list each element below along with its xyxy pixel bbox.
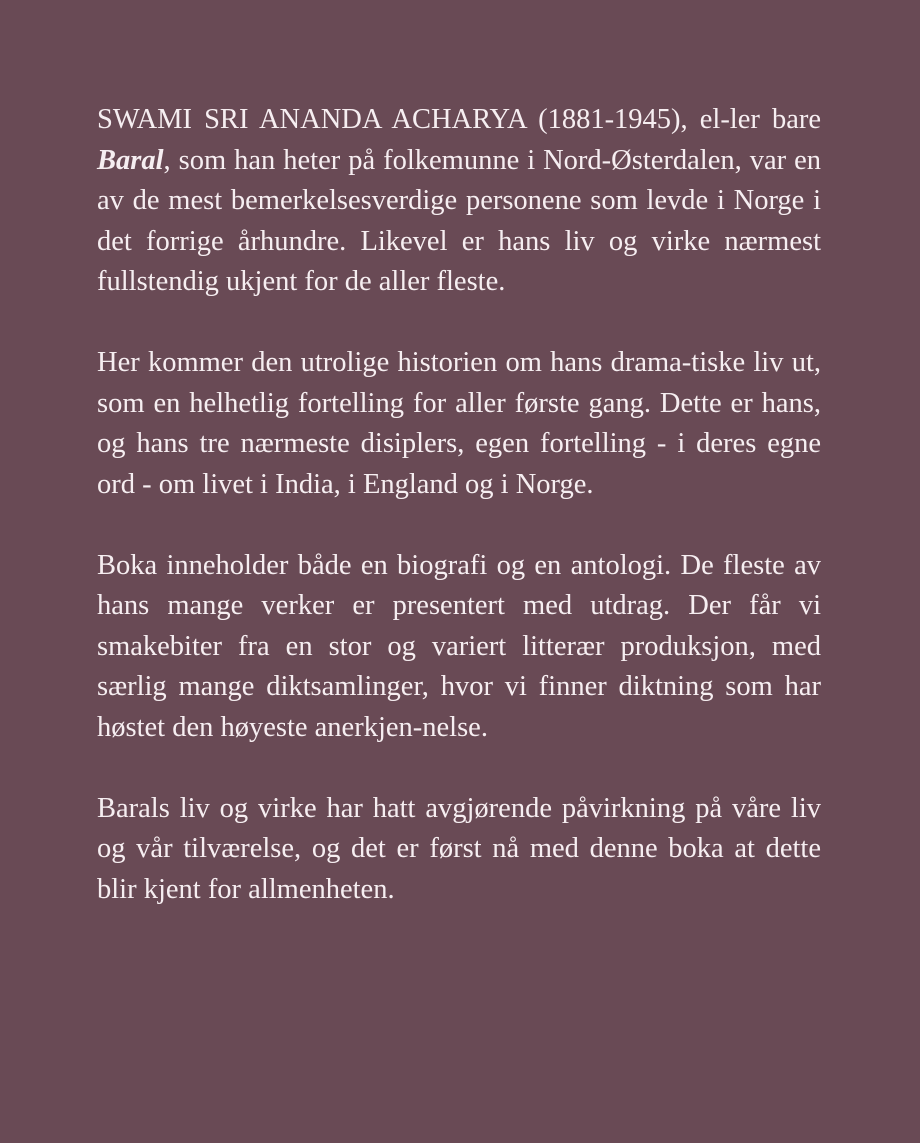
paragraph-influence: Barals liv og virke har hatt avgjørende påvirkning på våre liv og vår tilværelse, og det er først nå med denne boka at dette blir kjent for allmenheten.: [97, 792, 821, 905]
emphasized-name: Baral: [97, 144, 164, 176]
paragraph-intro: [97, 100, 821, 303]
paragraph-contents: Boka inneholder både en biografi og en antologi. De fleste av hans mange verker er presentert med utdrag. Der får vi smakebiter fra en stor og variert litterær produksjon, med særlig mange diktsamlinger, hvor vi finner diktning som har høstet den høyeste anerkjen-nelse.: [97, 549, 821, 743]
paragraph-story: Her kommer den utrolige historien om hans drama-tiske liv ut, som en helhetlig fortelling for aller første gang. Dette er hans, og hans tre nærmeste disiplers, egen fortelling - i deres egne ord - om livet i India, i England og i Norge.: [97, 347, 821, 500]
intro-lead-text: SWAMI SRI ANANDA ACHARYA (1881-1945), el-ler bare: [97, 104, 821, 135]
back-cover-text: [97, 100, 821, 951]
intro-rest-text: , som han heter på folkemunne i Nord-Østerdalen, var en av de mest bemerkelsesverdige personene som levde i Norge i det forrige århundre. Likevel er hans liv og virke nærmest fullstendig ukjent for de aller fleste.: [97, 144, 821, 297]
